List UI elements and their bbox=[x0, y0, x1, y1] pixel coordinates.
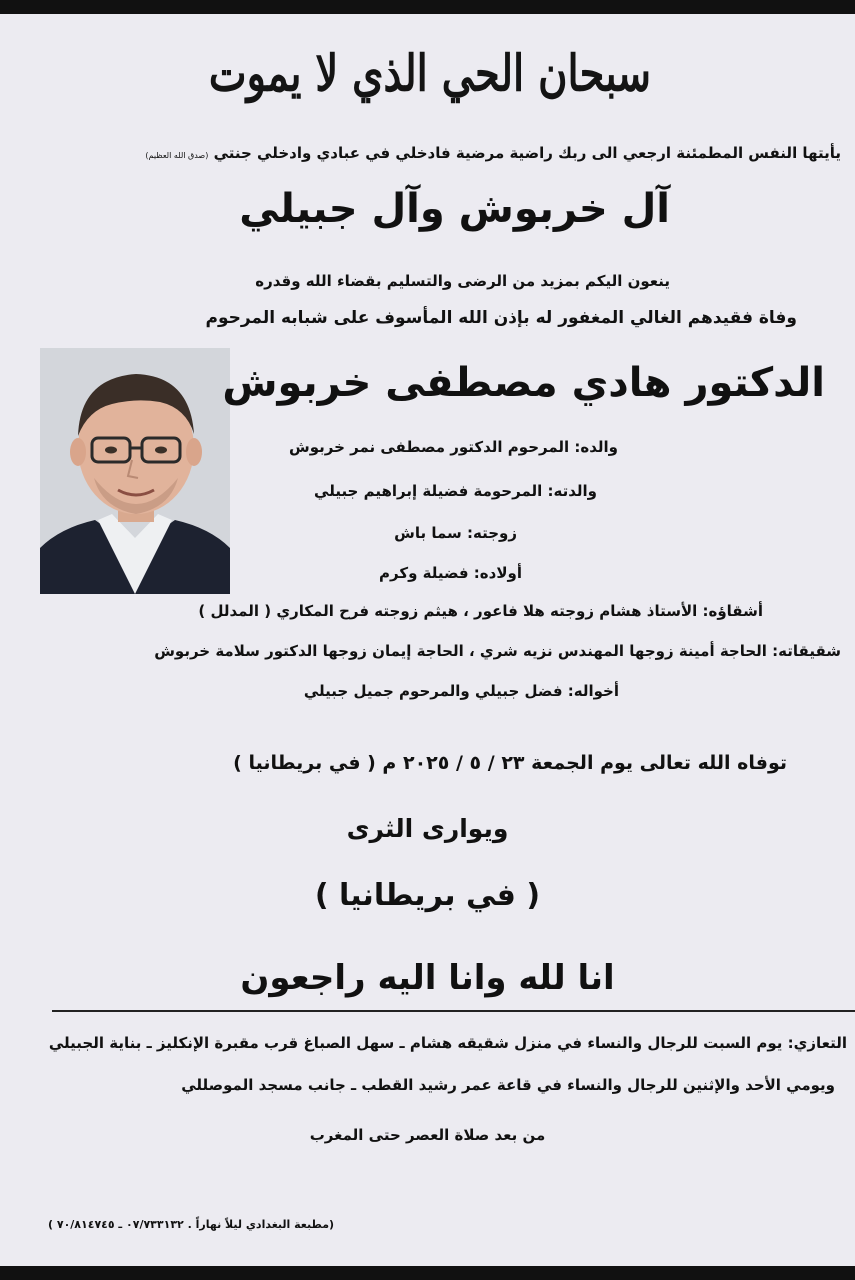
condolences-line-1: التعازي: يوم السبت للرجال والنساء في منزل شقيقه هشام ـ سهل الصباغ قرب مقبرة الإنكليز ـ بناية الجبيلي bbox=[48, 1034, 847, 1052]
condolences-line-3: من بعد صلاة العصر حتى المغرب bbox=[309, 1126, 546, 1144]
announcement-line-2: وفاة فقيدهم الغالي المغفور له بإذن الله المأسوف على شبابه المرحوم bbox=[205, 308, 797, 328]
condolences-line-2: ويومي الأحد والإثنين للرجال والنساء في قاعة عمر رشيد القطب ـ جانب مسجد الموصللي bbox=[181, 1076, 835, 1094]
relative-wife: زوجته: سما باش bbox=[394, 524, 517, 542]
announcement-line-1: ينعون اليكم بمزيد من الرضى والتسليم بقضاء الله وقدره bbox=[255, 272, 670, 290]
obituary-sheet bbox=[0, 14, 855, 1266]
verse-note: (صدق الله العظيم) bbox=[145, 151, 209, 160]
families-title: آل خربوش وآل جبيلي bbox=[239, 186, 670, 232]
relative-uncles: أخواله: فضل جبيلي والمرحوم جميل جبيلي bbox=[303, 682, 619, 700]
burial-line: ويوارى الثرى bbox=[346, 814, 509, 843]
deceased-name: الدكتور هادي مصطفى خربوش bbox=[222, 360, 825, 406]
closing-phrase: انا لله وانا اليه راجعون bbox=[240, 958, 615, 998]
deceased-photo bbox=[40, 348, 230, 594]
relative-brothers: أشقاؤه: الأستاذ هشام زوجته هلا فاعور ، هيثم زوجته فرح المكاري ( المدلل ) bbox=[198, 602, 763, 620]
burial-place: ( في بريطانيا ) bbox=[314, 878, 541, 913]
relative-children: أولاده: فضيلة وكرم bbox=[379, 564, 522, 582]
relative-father: والده: المرحوم الدكتور مصطفى نمر خربوش bbox=[289, 438, 618, 456]
calligraphy-header: سبحان الحي الذي لا يموت bbox=[208, 43, 652, 103]
death-date-line: توفاه الله تعالى يوم الجمعة ٢٣ / ٥ / ٢٠٢٥ م ( في بريطانيا ) bbox=[233, 752, 787, 774]
verse-text: يأيتها النفس المطمئنة ارجعي الى ربك راضية مرضية فادخلي في عبادي وادخلي جنتي bbox=[213, 144, 841, 162]
printer-credit: (مطبعة البغدادي ليلاً نهاراً . ٠٧/٧٣٣١٣٢ ـ ٧٠/٨١٤٧٤٥ ) bbox=[48, 1218, 335, 1231]
quran-verse bbox=[145, 144, 841, 162]
relative-mother: والدته: المرحومة فضيلة إبراهيم جبيلي bbox=[314, 482, 597, 500]
portrait-illustration bbox=[40, 348, 230, 594]
relative-sisters: شقيقاته: الحاجة أمينة زوجها المهندس نزيه شري ، الحاجة إيمان زوجها الدكتور سلامة خربوش bbox=[154, 642, 841, 660]
divider bbox=[52, 1010, 855, 1012]
